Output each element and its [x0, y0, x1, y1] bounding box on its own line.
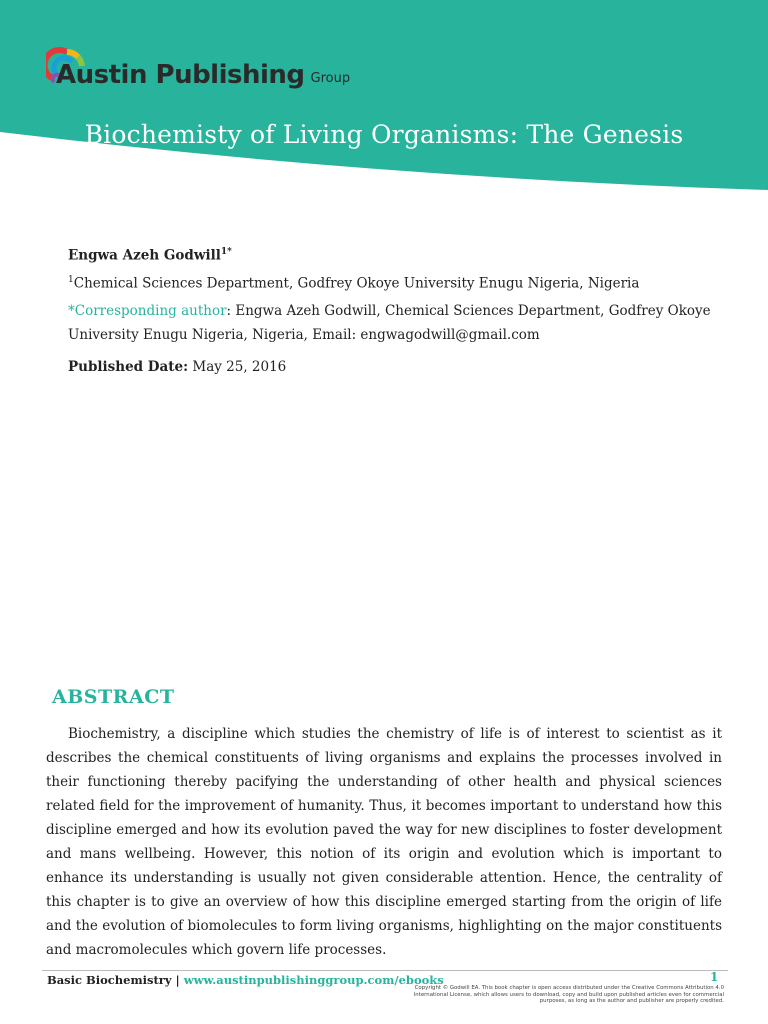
corresponding-author [68, 299, 728, 347]
footer-link[interactable]: www.austinpublishinggroup.com/ebooks [183, 973, 444, 987]
published-label: Published Date: [68, 359, 189, 375]
author-line [68, 240, 728, 268]
page-number: 1 [710, 970, 719, 984]
header-banner [0, 0, 768, 200]
author-marks: 1* [220, 247, 232, 257]
affiliation-line [68, 268, 728, 296]
footer-divider [42, 970, 728, 971]
publisher-logo [46, 44, 350, 90]
author-name: Engwa Azeh Godwill [68, 247, 221, 264]
teal-banner-shape [0, 0, 768, 200]
publisher-name: Austin Publishing [56, 60, 305, 90]
published-value: May 25, 2016 [188, 359, 287, 375]
corresponding-label: *Corresponding author [68, 303, 227, 319]
abstract-heading: ABSTRACT [52, 686, 175, 708]
footer-book: Basic Biochemistry | [47, 973, 184, 987]
publisher-group: Group [310, 71, 351, 86]
copyright-notice: Copyright © Godwill EA. This book chapter is open access distributed under the Creative Commons Attribution 4.0 International License, which allows users to download, copy and build upon published articles even for commercial purposes, as long as the author and publisher are properly credited. [413, 985, 724, 1005]
author-info [68, 240, 728, 379]
corresponding-text: : Engwa Azeh Godwill, Chemical Sciences Department, Godfrey Okoye University Enugu Nigeria, Nigeria, Email: engwagodwill@gmail.com [68, 303, 711, 343]
affiliation-mark: 1 [68, 274, 74, 285]
affiliation: Chemical Sciences Department, Godfrey Okoye University Enugu Nigeria, Nigeria [73, 275, 640, 291]
abstract-text: Biochemistry, a discipline which studies the chemistry of life is of interest to scientist as it describes the chemical constituents of living organisms and explains the processes involved in their functioning thereby pacifying the understanding of other health and physical sciences related field for the improvement of humanity. Thus, it becomes important to understand how this discipline emerged and how its evolution paved the way for new disciplines to foster development and mans wellbeing. However, this notion of its origin and evolution which is important to enhance its understanding is usually not given considerable attention. Hence, the centrality of this chapter is to give an overview of how this discipline emerged starting from the origin of life and the evolution of biomolecules to form living organisms, highlighting on the major constituents and macromolecules which govern life processes. [46, 726, 722, 958]
footer-source [47, 973, 444, 987]
chapter-title: Biochemisty of Living Organisms: The Genesis [84, 120, 684, 149]
published-date [68, 355, 728, 379]
